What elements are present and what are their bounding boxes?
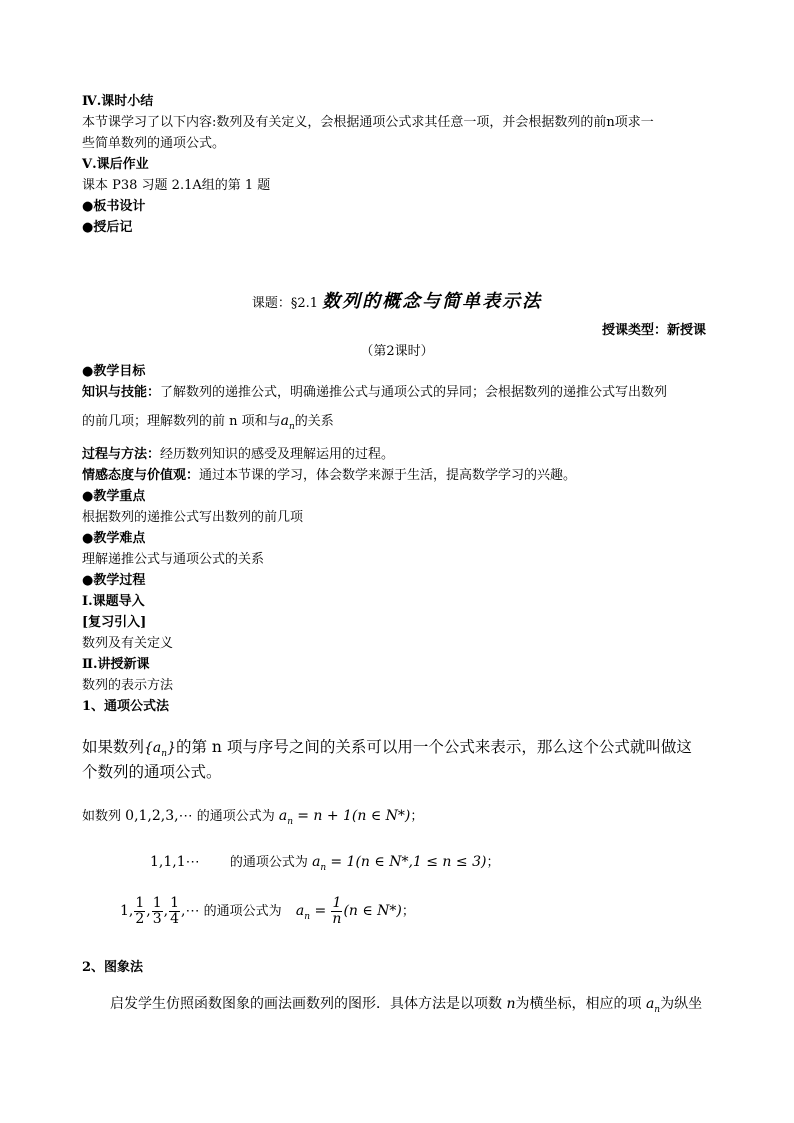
example-2-label: 的通项公式为 xyxy=(229,855,308,870)
goals-heading: ●教学目标 xyxy=(82,364,146,379)
example-3-sequence: 1, $\frac{1}{2}$ , $\frac{1}{3}$ , $\frac{1}{4}$ ,⋯ xyxy=(120,894,200,927)
goals-knowledge-line-2 xyxy=(82,412,334,436)
method-1-paragraph-line-1 xyxy=(82,737,692,764)
method-2-paragraph xyxy=(110,994,702,1020)
goals-knowledge-line-1 xyxy=(82,384,667,402)
method-2-text-b: 为横坐标，相应的项 xyxy=(515,996,642,1012)
lesson-type-text: 授课类型：新授课 xyxy=(601,323,706,338)
n-symbol: n xyxy=(506,996,516,1012)
lesson-title-prefix: 课题：§2.1 xyxy=(251,296,323,311)
after-class-notes-heading: ●授后记 xyxy=(82,220,133,235)
method-2-heading: 2、图象法 xyxy=(82,960,144,975)
goals-process-label: 过程与方法： xyxy=(82,447,161,462)
example-1-label: 的通项公式为 xyxy=(196,809,275,824)
method-2-a-n: $a_n$ xyxy=(645,996,661,1015)
example-1-formula: = n + 1(n ∈ N*) xyxy=(297,808,411,824)
goals-process-line xyxy=(82,446,394,464)
summary-text-2: 些简单数列的通项公式。 xyxy=(82,136,226,151)
method-2-text-c: 为纵坐 xyxy=(660,996,703,1012)
example-1-a-n: $a_n$ xyxy=(278,808,294,827)
homework-heading: Ⅴ.课后作业 xyxy=(82,157,149,172)
example-prefix: 如数列 xyxy=(82,809,122,824)
focus-text: 根据数列的递推公式写出数列的前几项 xyxy=(82,510,304,525)
example-3 xyxy=(120,895,415,933)
homework-text: 课本 P38 习题 2.1A组的第 1 题 xyxy=(82,178,271,193)
example-3-formula-tail: (n ∈ N*) xyxy=(343,903,402,919)
a-n-symbol: $a_n$ xyxy=(280,413,295,432)
board-design-heading: ●板书设计 xyxy=(82,199,146,214)
example-2-a-n: $a_n$ xyxy=(312,854,327,873)
example-3-a-n: $a_n$ = xyxy=(295,903,327,922)
lesson-type xyxy=(602,322,706,340)
example-2-semicolon: ； xyxy=(486,855,500,870)
method-1-text-b: 的第 n 项与序号之间的关系可以用一个公式来表示，那么这个公式就叫做这 xyxy=(176,738,692,756)
summary-heading: Ⅳ.课时小结 xyxy=(82,94,154,109)
summary-text-1: 本节课学习了以下内容:数列及有关定义，会根据通项公式求其任意一项，并会根据数列的前n项求一 xyxy=(82,115,654,130)
method-1-paragraph-line-2: 个数列的通项公式。 xyxy=(82,763,222,781)
representation-methods: 数列的表示方法 xyxy=(82,678,174,693)
goals-emotion-line xyxy=(82,467,576,485)
review-text: 数列及有关定义 xyxy=(82,636,174,651)
example-3-semicolon: ； xyxy=(401,904,415,919)
goals-knowledge-text-1: 了解数列的递推公式，明确递推公式与通项公式的异同；会根据数列的递推公式写出数列 xyxy=(160,385,668,400)
example-1 xyxy=(82,805,423,833)
goals-emotion-label: 情感态度与价值观： xyxy=(82,468,200,483)
focus-heading: ●教学重点 xyxy=(82,489,146,504)
goals-emotion-text: 通过本节课的学习，体会数学来源于生活，提高数学学习的兴趣。 xyxy=(199,468,577,483)
example-3-label: 的通项公式为 xyxy=(203,904,282,919)
goals-knowledge-text-2b: 的关系 xyxy=(294,414,334,429)
method-2-text-a: 启发学生仿照函数图象的画法画数列的图形．具体方法是以项数 xyxy=(110,996,502,1012)
example-1-semicolon: ； xyxy=(410,809,424,824)
sequence-a-n-symbol: $\{a_n\}$ xyxy=(144,740,176,759)
method-1-heading: 1、通项公式法 xyxy=(82,699,170,714)
goals-process-text: 经历数列知识的感受及理解运用的过程。 xyxy=(160,447,395,462)
example-2-formula: = 1(n ∈ N*,1 ≤ n ≤ 3) xyxy=(330,854,487,870)
example-2 xyxy=(150,851,499,879)
example-3-fraction: $\frac{1}{n}$ xyxy=(332,894,342,927)
new-lesson-heading: Ⅱ.讲授新课 xyxy=(82,657,150,672)
review-heading: [复习引入] xyxy=(82,615,147,630)
lesson-title xyxy=(0,290,794,316)
lesson-title-main: 数列的概念与简单表示法 xyxy=(322,291,543,312)
difficulty-text: 理解递推公式与通项公式的关系 xyxy=(82,552,265,567)
method-1-text-a: 如果数列 xyxy=(82,738,145,756)
difficulty-heading: ●教学难点 xyxy=(82,531,146,546)
process-heading: ●教学过程 xyxy=(82,573,146,588)
process-intro-heading: Ⅰ.课题导入 xyxy=(82,594,145,609)
example-2-sequence: 1,1,1⋯ xyxy=(150,854,200,870)
goals-knowledge-text-2a: 的前几项；理解数列的前 n 项和与 xyxy=(82,414,281,429)
example-1-sequence: 0,1,2,3,⋯ xyxy=(125,808,193,824)
lesson-period: （第2课时） xyxy=(360,344,434,359)
goals-knowledge-label: 知识与技能： xyxy=(82,385,161,400)
